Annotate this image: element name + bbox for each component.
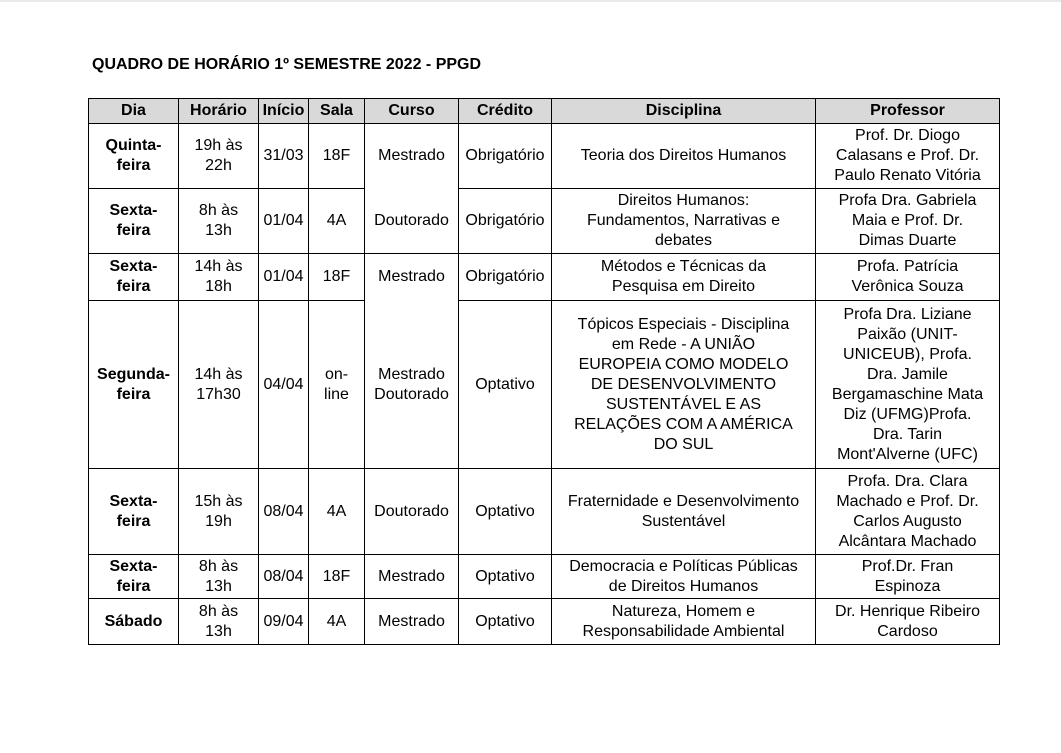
col-header-professor: Professor bbox=[816, 99, 1000, 124]
document-title: QUADRO DE HORÁRIO 1º SEMESTRE 2022 - PPGD bbox=[92, 56, 482, 73]
cell-credito: Optativo bbox=[459, 555, 552, 599]
cell-credito: Obrigatório bbox=[459, 124, 552, 189]
col-header-horario: Horário bbox=[179, 99, 259, 124]
cell-curso: Mestrado bbox=[365, 599, 459, 645]
cell-credito: Optativo bbox=[459, 469, 552, 555]
col-header-disciplina: Disciplina bbox=[552, 99, 816, 124]
col-header-credito: Crédito bbox=[459, 99, 552, 124]
cell-horario: 8h às 13h bbox=[179, 189, 259, 254]
cell-inicio: 01/04 bbox=[259, 254, 309, 301]
cell-horario: 8h às 13h bbox=[179, 599, 259, 645]
cell-sala: 18F bbox=[309, 124, 365, 189]
table-row bbox=[89, 469, 1000, 555]
table-row bbox=[89, 124, 1000, 189]
table-row bbox=[89, 189, 1000, 254]
cell-dia: Segunda- feira bbox=[89, 301, 179, 469]
cell-dia: Sábado bbox=[89, 599, 179, 645]
cell-disciplina: Natureza, Homem e Responsabilidade Ambiental bbox=[552, 599, 816, 645]
cell-professor: Profa. Patrícia Verônica Souza bbox=[816, 254, 1000, 301]
header-row bbox=[89, 99, 1000, 124]
cell-professor: Profa Dra. Liziane Paixão (UNIT- UNICEUB), Profa. Dra. Jamile Bergamaschine Mata Diz (UFMG)Profa. Dra. Tarin Mont'Alverne (UFC) bbox=[816, 301, 1000, 469]
cell-sala: 18F bbox=[309, 254, 365, 301]
cell-inicio: 31/03 bbox=[259, 124, 309, 189]
col-header-sala: Sala bbox=[309, 99, 365, 124]
cell-horario: 14h às 17h30 bbox=[179, 301, 259, 469]
cell-disciplina: Fraternidade e Desenvolvimento Sustentável bbox=[552, 469, 816, 555]
cell-horario: 14h às 18h bbox=[179, 254, 259, 301]
cell-disciplina: Democracia e Políticas Públicas de Direitos Humanos bbox=[552, 555, 816, 599]
cell-credito: Optativo bbox=[459, 301, 552, 469]
col-header-dia: Dia bbox=[89, 99, 179, 124]
cell-professor: Dr. Henrique Ribeiro Cardoso bbox=[816, 599, 1000, 645]
schedule-body bbox=[89, 124, 1000, 645]
cell-inicio: 09/04 bbox=[259, 599, 309, 645]
cell-sala: 4A bbox=[309, 599, 365, 645]
cell-curso: Mestrado bbox=[365, 555, 459, 599]
table-row bbox=[89, 254, 1000, 301]
table-row bbox=[89, 555, 1000, 599]
cell-sala: 4A bbox=[309, 469, 365, 555]
page-top-edge bbox=[0, 0, 1061, 2]
cell-dia: Quinta- feira bbox=[89, 124, 179, 189]
cell-curso: Mestrado bbox=[365, 254, 459, 301]
cell-horario: 15h às 19h bbox=[179, 469, 259, 555]
table-row bbox=[89, 301, 1000, 469]
schedule-table bbox=[88, 98, 1000, 645]
cell-sala: 18F bbox=[309, 555, 365, 599]
cell-disciplina: Teoria dos Direitos Humanos bbox=[552, 124, 816, 189]
cell-disciplina: Direitos Humanos: Fundamentos, Narrativas e debates bbox=[552, 189, 816, 254]
cell-dia: Sexta- feira bbox=[89, 555, 179, 599]
col-header-curso: Curso bbox=[365, 99, 459, 124]
cell-curso: Doutorado bbox=[365, 189, 459, 254]
cell-dia: Sexta- feira bbox=[89, 254, 179, 301]
cell-professor: Profa. Dra. Clara Machado e Prof. Dr. Carlos Augusto Alcântara Machado bbox=[816, 469, 1000, 555]
cell-professor: Profa Dra. Gabriela Maia e Prof. Dr. Dimas Duarte bbox=[816, 189, 1000, 254]
cell-disciplina: Tópicos Especiais - Disciplina em Rede - A UNIÃO EUROPEIA COMO MODELO DE DESENVOLVIMENTO SUSTENTÁVEL E AS RELAÇÕES COM A AMÉRICA DO SUL bbox=[552, 301, 816, 469]
cell-curso: Doutorado bbox=[365, 469, 459, 555]
cell-credito: Obrigatório bbox=[459, 254, 552, 301]
cell-inicio: 08/04 bbox=[259, 469, 309, 555]
cell-curso: Mestrado bbox=[365, 124, 459, 189]
cell-horario: 8h às 13h bbox=[179, 555, 259, 599]
cell-curso: Mestrado Doutorado bbox=[365, 301, 459, 469]
cell-sala: 4A bbox=[309, 189, 365, 254]
cell-credito: Optativo bbox=[459, 599, 552, 645]
cell-dia: Sexta- feira bbox=[89, 469, 179, 555]
cell-professor: Prof. Dr. Diogo Calasans e Prof. Dr. Paulo Renato Vitória bbox=[816, 124, 1000, 189]
cell-credito: Obrigatório bbox=[459, 189, 552, 254]
cell-disciplina: Métodos e Técnicas da Pesquisa em Direito bbox=[552, 254, 816, 301]
cell-horario: 19h às 22h bbox=[179, 124, 259, 189]
table-row bbox=[89, 599, 1000, 645]
cell-dia: Sexta- feira bbox=[89, 189, 179, 254]
col-header-inicio: Início bbox=[259, 99, 309, 124]
cell-inicio: 04/04 bbox=[259, 301, 309, 469]
cell-inicio: 08/04 bbox=[259, 555, 309, 599]
cell-professor: Prof.Dr. Fran Espinoza bbox=[816, 555, 1000, 599]
cell-inicio: 01/04 bbox=[259, 189, 309, 254]
cell-sala: on- line bbox=[309, 301, 365, 469]
